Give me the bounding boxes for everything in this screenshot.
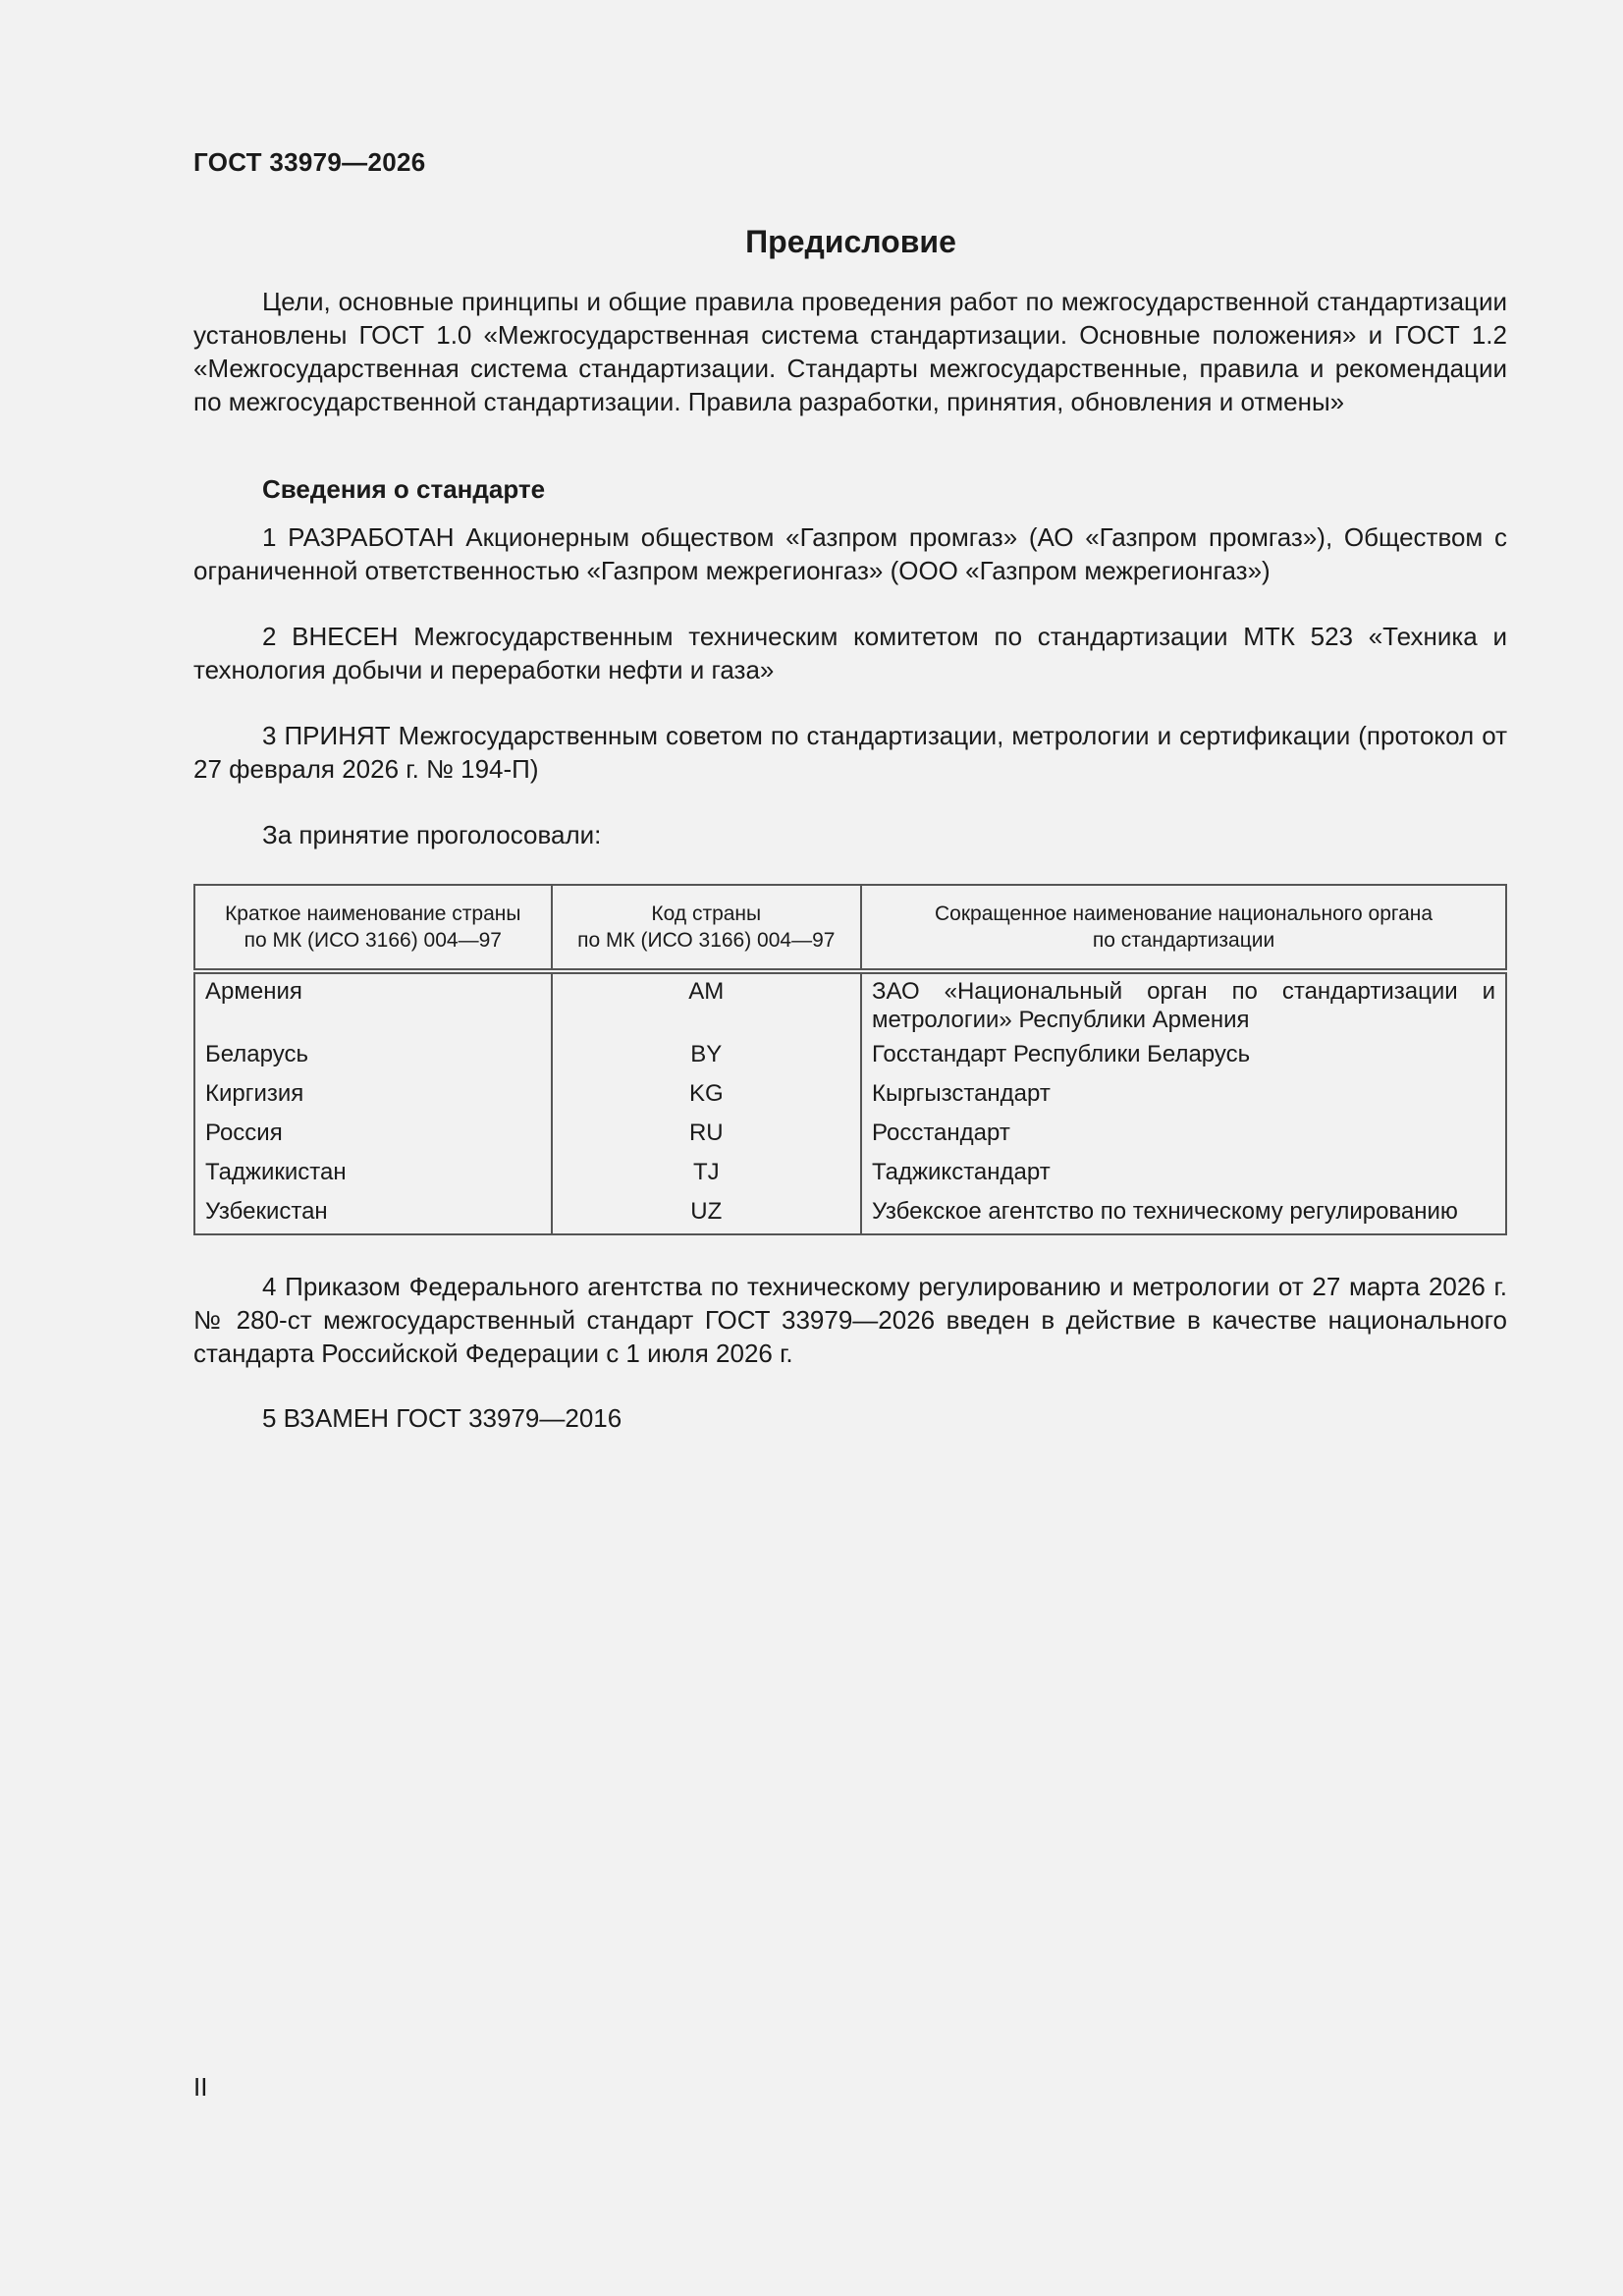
info-heading-block [193,472,1507,506]
header-body-line-1: Сокращенное наименование национального органа [935,902,1434,925]
code-cell: TJ [552,1155,861,1194]
org-cell: Узбекское агентство по техническому регулированию [861,1194,1506,1234]
intro-block [193,285,1507,418]
table-row [194,1076,1506,1116]
org-cell: Росстандарт [861,1116,1506,1155]
table-header-row [194,885,1506,971]
voted-line: За принятие проголосовали: [262,820,602,849]
country-cell: Армения [194,971,552,1037]
country-cell: Таджикистан [194,1155,552,1194]
item-1-block [193,520,1507,587]
item-1-paragraph: 1 РАЗРАБОТАН Акционерным обществом «Газпром промгаз» (АО «Газпром промгаз»), Обществом с ограниченной ответственностью «Газпром межрегионгаз» (ООО «Газпром межрегионгаз») [193,522,1507,585]
header-country-line-1: Краткое наименование страны [225,902,521,925]
header-country-line-2: по МК (ИСО 3166) 004—97 [243,929,502,952]
table-row [194,1194,1506,1234]
info-heading: Сведения о стандарте [262,474,546,504]
header-body-line-2: по стандартизации [1092,929,1275,952]
document-code: ГОСТ 33979—2026 [193,147,426,177]
table-row [194,1155,1506,1194]
item-2-block [193,620,1507,686]
org-cell: Таджикстандарт [861,1155,1506,1194]
page-title: Предисловие [745,224,956,259]
item-5-paragraph: 5 ВЗАМЕН ГОСТ 33979—2016 [262,1403,622,1433]
code-cell: BY [552,1037,861,1076]
item-2-paragraph: 2 ВНЕСЕН Межгосударственным техническим комитетом по стандартизации МТК 523 «Техника и технология добычи и переработки нефти и газа» [193,622,1507,684]
table-row [194,1037,1506,1076]
org-cell: Госстандарт Республики Беларусь [861,1037,1506,1076]
code-cell: AM [552,971,861,1037]
header-country-name [194,885,552,971]
org-cell: Кыргызстандарт [861,1076,1506,1116]
header-national-body [861,885,1506,971]
item-4-paragraph: 4 Приказом Федерального агентства по техническому регулированию и метрологии от 27 марта 2026 г. № 280-ст межгосударственный стандарт ГОСТ 33979—2026 введен в действие в качестве национального стандарта Российской Федерации с 1 июля 2026 г. [193,1272,1507,1368]
header-code-line-2: по МК (ИСО 3166) 004—97 [577,929,836,952]
item-3-block [193,719,1507,786]
item-4-block [193,1270,1507,1370]
table-row [194,1116,1506,1155]
country-cell: Узбекистан [194,1194,552,1234]
table-row [194,971,1506,1037]
country-cell: Россия [194,1116,552,1155]
voted-block [193,818,1507,851]
voting-table [193,884,1507,1235]
item-5-block [193,1401,1507,1435]
code-cell: RU [552,1116,861,1155]
intro-paragraph: Цели, основные принципы и общие правила проведения работ по межгосударственной стандартизации установлены ГОСТ 1.0 «Межгосударственная система стандартизации. Основные положения» и ГОСТ 1.2 «Межгосударственная система стандартизации. Стандарты межгосударственные, правила и рекомендации по межгосударственной стандартизации. Правила разработки, принятия, обновления и отмены» [193,287,1507,416]
country-cell: Беларусь [194,1037,552,1076]
country-cell: Киргизия [194,1076,552,1116]
page-number: II [193,2072,208,2102]
code-cell: KG [552,1076,861,1116]
header-code-line-1: Код страны [651,902,762,925]
header-country-code [552,885,861,971]
item-3-paragraph: 3 ПРИНЯТ Межгосударственным советом по стандартизации, метрологии и сертификации (протокол от 27 февраля 2026 г. № 194-П) [193,721,1507,784]
org-cell: ЗАО «Национальный орган по стандартизации и метрологии» Республики Армения [861,971,1506,1037]
code-cell: UZ [552,1194,861,1234]
